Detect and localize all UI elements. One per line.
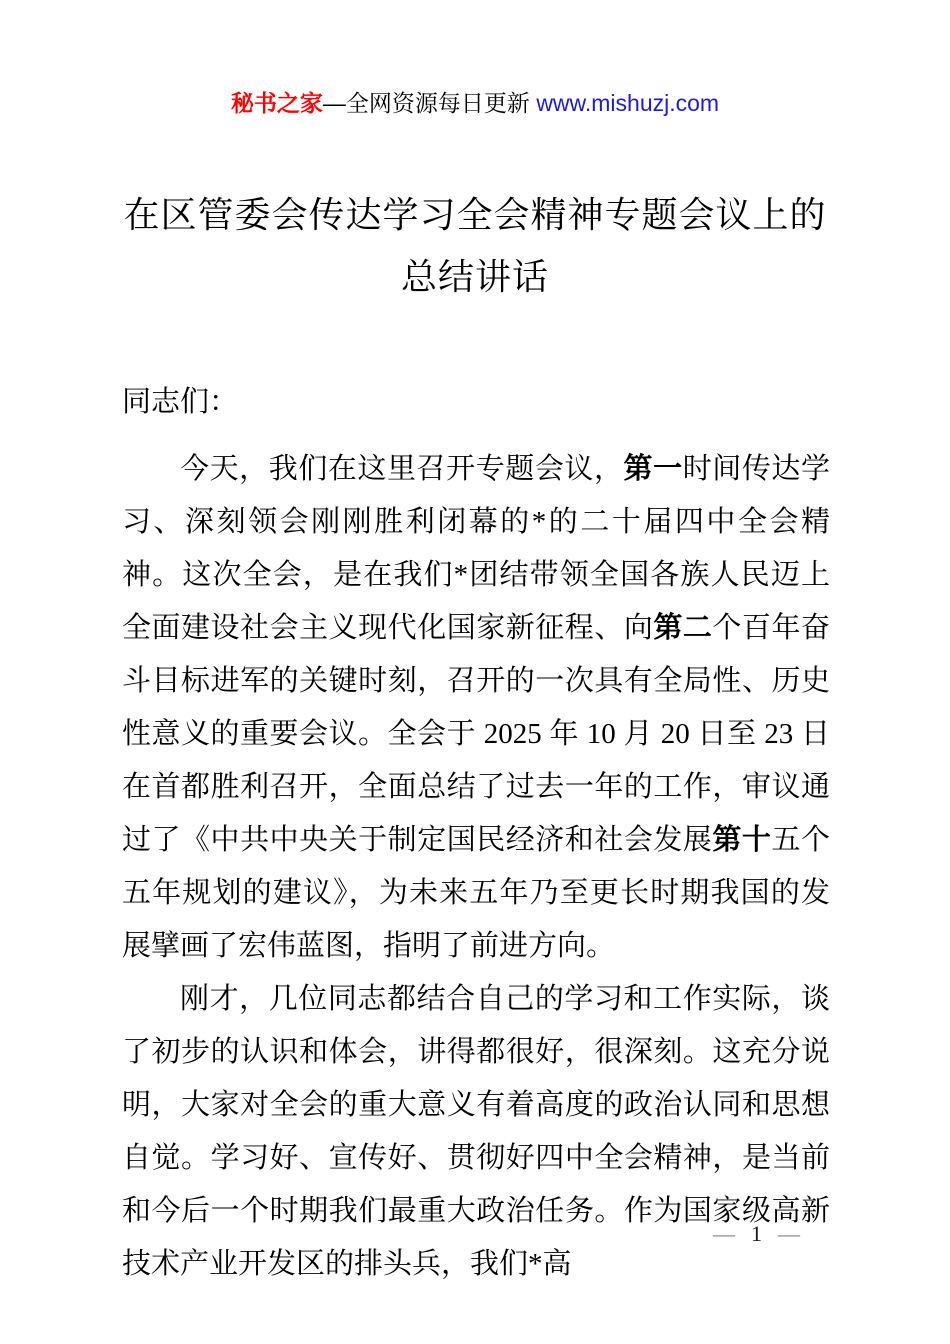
text-run: 今天，我们在这里召开专题会议， [180, 453, 624, 485]
site-url-link[interactable]: www.mishuzj.com [536, 90, 720, 116]
document-title-line2: 总结讲话 [400, 256, 549, 297]
page-footer [713, 1221, 800, 1247]
text-run: 刚才，几位同志都结合自己的学习和工作实际，谈了初步的认识和体会，讲得都很好，很深刻。这充分说明，大家对全会的重大意义有着高度的政治认同和思想自觉。学习好、宣传好、贯彻好四中全会精神，是当前和今后一个时期我们最重大政治任务。作为国家级高新技术产业开发区的排头兵，我们*高 [122, 983, 830, 1280]
footer-dash-left: — [713, 1221, 735, 1246]
site-header [0, 0, 950, 118]
document-body [122, 376, 830, 1291]
document-title [60, 184, 890, 308]
page-number: 1 [751, 1221, 762, 1246]
site-tagline: —全网资源每日更新 [322, 90, 537, 116]
text-run: 个百年奋斗目标进军的关键时刻，召开的一次具有全局性、历史性意义的重要会议。全会于 2025 年 10 月 20 日至 23 日在首都胜利召开，全面总结了过去一年的工作，审议通过了《中共中央关于制定国民经济和社会发展 [122, 612, 830, 856]
document-title-line1: 在区管委会传达学习全会精神专题会议上的 [123, 194, 827, 235]
text-run: 时间传达学习、深刻领会刚刚胜利闭幕的*的二十届四中全会精神。这次全会，是在我们*团结带领全国各族人民迈上全面建设社会主义现代化国家新征程、向 [122, 453, 830, 644]
bold-text-run: 第一 [623, 453, 683, 485]
site-brand: 秘书之家 [230, 90, 323, 116]
bold-text-run: 第十 [712, 824, 772, 856]
text-run: 五个五年规划的建议》，为未来五年乃至更长时期我国的发展擘画了宏伟蓝图，指明了前进方向。 [122, 824, 830, 962]
salutation: 同志们： [122, 386, 239, 418]
footer-dash-right: — [778, 1221, 800, 1246]
bold-text-run: 第二 [653, 612, 713, 644]
paragraph-1 [122, 443, 830, 973]
